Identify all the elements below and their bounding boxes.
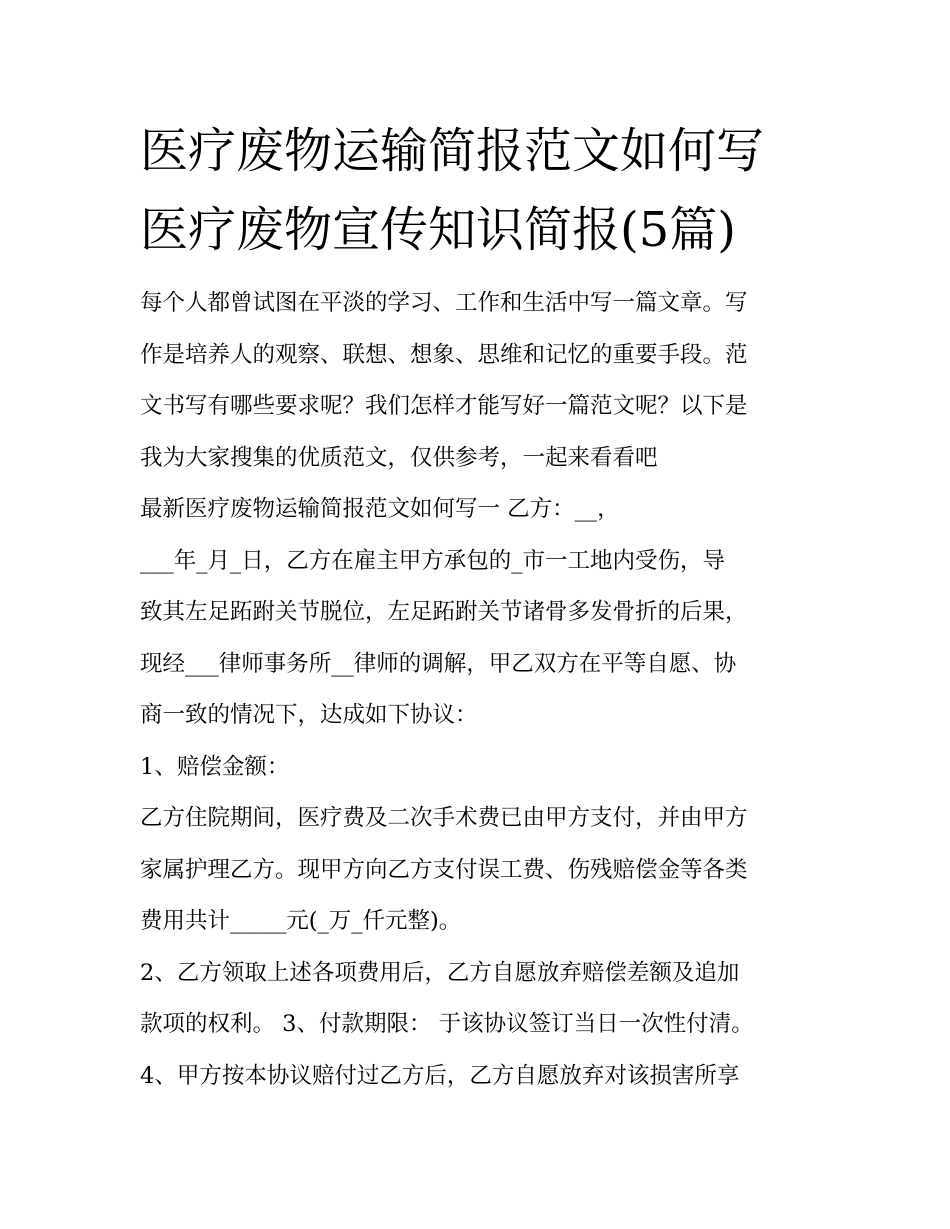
document-body: [140, 278, 812, 1102]
section-heading-line: 最新医疗废物运输简报范文如何写一 乙方：__，: [140, 496, 620, 522]
intro-line-2: 作是培养人的观察、联想、想象、思维和记忆的重要手段。范: [140, 341, 748, 368]
document-title: [140, 112, 830, 270]
title-line-2: 医疗废物宣传知识简报(5篇): [140, 202, 736, 258]
clause-2-3-line: 款项的权利。 3、付款期限： 于该协议签订当日一次性付清。: [140, 1011, 754, 1037]
title-line-1: 医疗废物运输简报范文如何写: [140, 123, 765, 179]
intro-line-4: 我为大家搜集的优质范文，仅供参考，一起来看看吧: [140, 444, 658, 471]
clause-1-heading: 1、赔偿金额：: [140, 753, 290, 780]
clause-1-line-2: 家属护理乙方。现甲方向乙方支付误工费、伤残赔偿金等各类: [140, 856, 748, 883]
clause-1-line-3: 费用共计_____元(_万_仟元整)。: [140, 908, 462, 934]
clause-2-line-1: 2、乙方领取上述各项费用后，乙方自愿放弃赔偿差额及追加: [140, 959, 740, 986]
intro-line-1: 每个人都曾试图在平淡的学习、工作和生活中写一篇文章。写: [140, 290, 748, 316]
intro-line-3: 文书写有哪些要求呢？我们怎样才能写好一篇范文呢？以下是: [140, 393, 748, 419]
clause-4-line-1: 4、甲方按本协议赔付过乙方后，乙方自愿放弃对该损害所享: [140, 1062, 740, 1089]
agreement-line-2: 致其左足跖跗关节脱位，左足跖跗关节诸骨多发骨折的后果，: [140, 599, 748, 625]
agreement-line-4: 商一致的情况下，达成如下协议：: [140, 702, 478, 728]
agreement-line-3: 现经___律师事务所__律师的调解，甲乙双方在平等自愿、协: [140, 650, 737, 677]
agreement-line-1: ___年_月_日，乙方在雇主甲方承包的_市一工地内受伤，导: [140, 547, 726, 574]
clause-1-line-1: 乙方住院期间，医疗费及二次手术费已由甲方支付，并由甲方: [140, 805, 748, 831]
